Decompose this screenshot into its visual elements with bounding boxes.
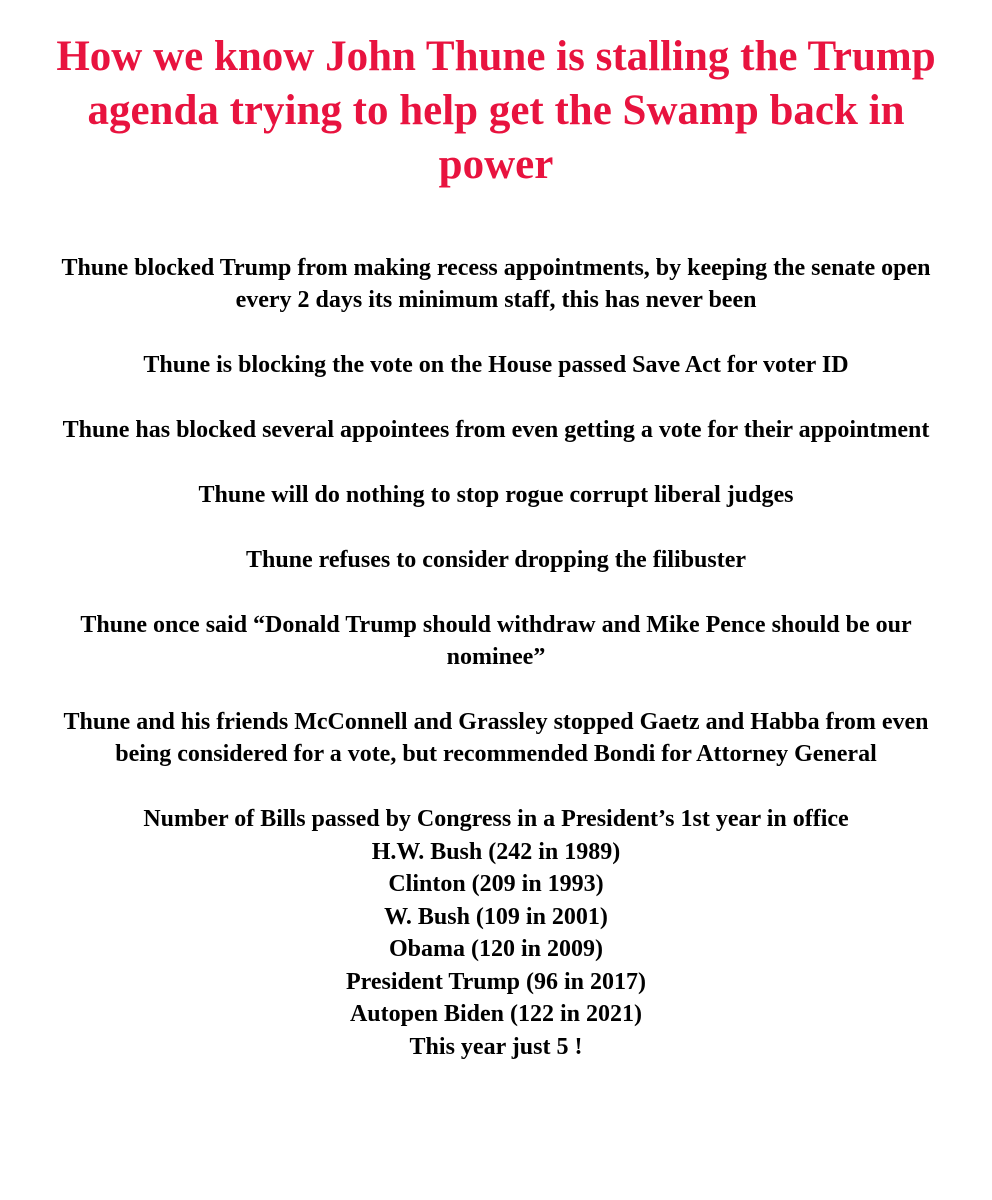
claims-list [0,252,992,770]
claim-item: Thune and his friends McConnell and Grassley stopped Gaetz and Habba from even being considered for a vote, but recommended Bondi for Attorney General [63,709,929,767]
bills-entry: W. Bush (109 in 2001) [384,903,608,930]
bills-heading: Number of Bills passed by Congress in a President’s 1st year in office [143,806,849,832]
bills-entry: H.W. Bush (242 in 1989) [371,838,621,865]
page-title: How we know John Thune is stalling the Trump agenda trying to help get the Swamp back in power [56,33,936,188]
claim-item: Thune is blocking the vote on the House passed Save Act for voter ID [143,352,849,378]
bills-entry: Clinton (209 in 1993) [388,871,604,897]
bills-entry: President Trump (96 in 2017) [345,968,646,995]
claim-item: Thune has blocked several appointees from even getting a vote for their appointment [62,417,930,443]
claim-item: Thune blocked Trump from making recess appointments, by keeping the senate open every 2 days its minimum staff, this has never been [61,255,931,313]
claim-item: Thune will do nothing to stop rogue corrupt liberal judges [198,482,794,508]
claim-item: Thune once said “Donald Trump should withdraw and Mike Pence should be our nominee” [80,612,912,670]
bills-footer: This year just 5 ! [409,1033,583,1060]
claim-item: Thune refuses to consider dropping the filibuster [245,547,747,573]
bills-entry: Obama (120 in 2009) [388,936,603,962]
bills-entry: Autopen Biden (122 in 2021) [349,1001,643,1027]
bills-passed-section [56,803,936,1063]
